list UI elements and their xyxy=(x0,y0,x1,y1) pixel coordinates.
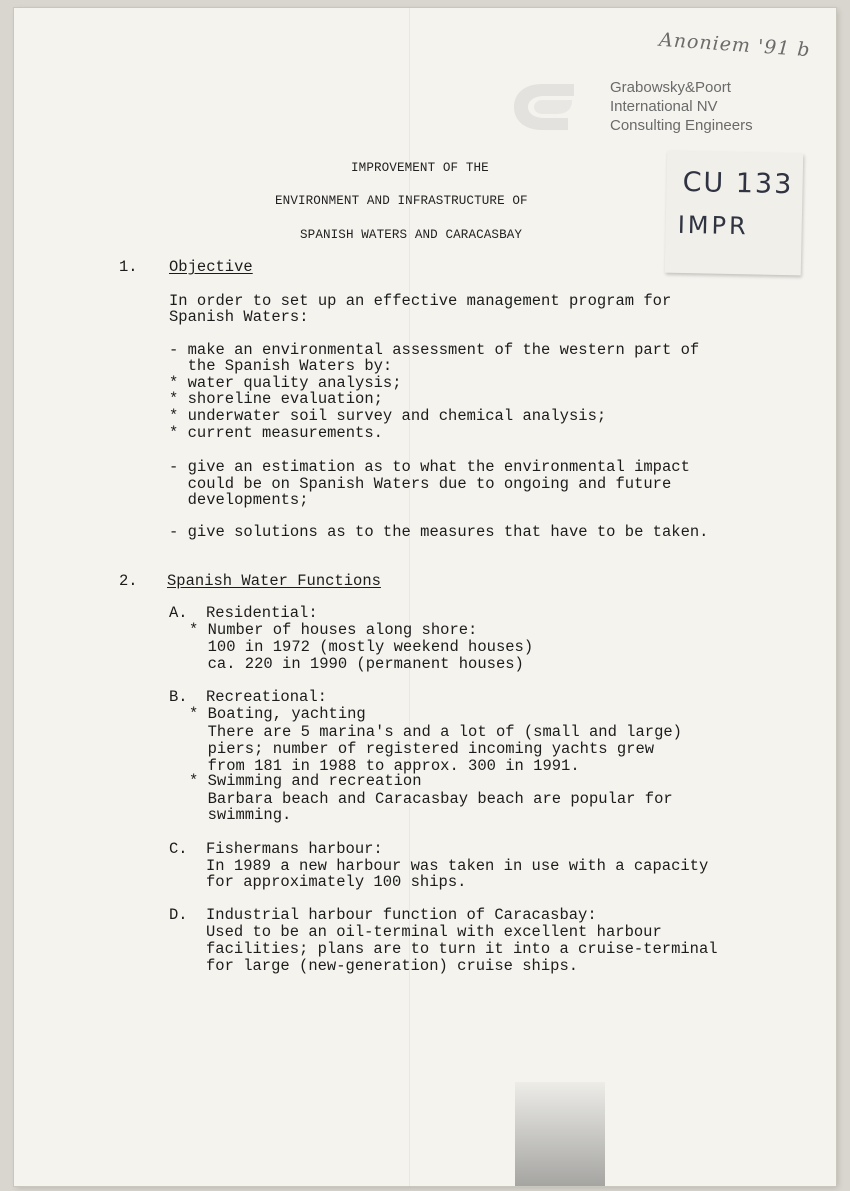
text-line: facilities; plans are to turn it into a cruise-terminal xyxy=(206,940,718,958)
text-line: piers; number of registered incoming yachts grew xyxy=(189,740,655,758)
subsection-letter: A. xyxy=(169,604,188,622)
bullet-item: * water quality analysis; xyxy=(169,374,402,392)
list-item: - give an estimation as to what the environmental impact xyxy=(169,458,690,476)
company-name: Grabowsky&Poort xyxy=(610,79,731,96)
handwritten-note: Anoniem '91 b xyxy=(658,28,812,62)
bullet-item: * underwater soil survey and chemical analysis; xyxy=(169,407,607,425)
company-subname: International NV xyxy=(610,98,718,115)
text-line: Industrial harbour function of Caracasbay: xyxy=(206,906,597,924)
company-logo-icon xyxy=(512,82,576,132)
text-line: Barbara beach and Caracasbay beach are popular for xyxy=(189,790,673,808)
text-line: from 181 in 1988 to approx. 300 in 1991. xyxy=(189,757,580,775)
subsection-letter: C. xyxy=(169,840,188,858)
text-line: swimming. xyxy=(189,806,292,824)
company-name-block xyxy=(610,78,753,135)
bullet-item: * Boating, yachting xyxy=(189,705,366,723)
scan-shadow xyxy=(515,1082,605,1186)
sticker-code: CU 133 xyxy=(682,166,794,201)
text-line: for approximately 100 ships. xyxy=(206,873,467,891)
list-item: the Spanish Waters by: xyxy=(169,357,393,375)
archive-sticker xyxy=(665,151,804,276)
text-line: 100 in 1972 (mostly weekend houses) xyxy=(189,638,534,656)
subsection-letter: D. xyxy=(169,906,188,924)
sticker-label: IMPR xyxy=(677,210,749,241)
list-item: - make an environmental assessment of the western part of xyxy=(169,341,700,359)
company-tagline: Consulting Engineers xyxy=(610,117,753,134)
text-line: Recreational: xyxy=(206,688,327,706)
bullet-item: * shoreline evaluation; xyxy=(169,390,383,408)
text-line: Fishermans harbour: xyxy=(206,840,383,858)
title-line-1: IMPROVEMENT OF THE xyxy=(351,161,489,175)
title-line-3: SPANISH WATERS AND CARACASBAY xyxy=(300,228,523,242)
list-item: could be on Spanish Waters due to ongoing and future xyxy=(169,475,672,493)
document-page xyxy=(14,8,836,1186)
text-line: Used to be an oil-terminal with excellent harbour xyxy=(206,923,662,941)
section-heading-objective: Objective xyxy=(169,258,253,276)
text-line: In order to set up an effective management program for xyxy=(169,292,672,310)
list-item: - give solutions as to the measures that have to be taken. xyxy=(169,523,709,541)
bullet-item: * Swimming and recreation xyxy=(189,772,422,790)
title-line-2: ENVIRONMENT AND INFRASTRUCTURE OF xyxy=(275,194,528,208)
section-heading-functions: Spanish Water Functions xyxy=(167,572,381,590)
text-line: Residential: xyxy=(206,604,318,622)
text-line: Spanish Waters: xyxy=(169,308,309,326)
list-item: developments; xyxy=(169,491,309,509)
section-number: 1. xyxy=(119,258,138,276)
text-line: In 1989 a new harbour was taken in use with a capacity xyxy=(206,857,709,875)
bullet-item: * Number of houses along shore: xyxy=(189,621,478,639)
text-line: There are 5 marina's and a lot of (small and large) xyxy=(189,723,682,741)
text-line: ca. 220 in 1990 (permanent houses) xyxy=(189,655,524,673)
bullet-item: * current measurements. xyxy=(169,424,383,442)
text-line: for large (new-generation) cruise ships. xyxy=(206,957,579,975)
paper-fold xyxy=(409,8,410,1186)
subsection-letter: B. xyxy=(169,688,188,706)
section-number: 2. xyxy=(119,572,138,590)
